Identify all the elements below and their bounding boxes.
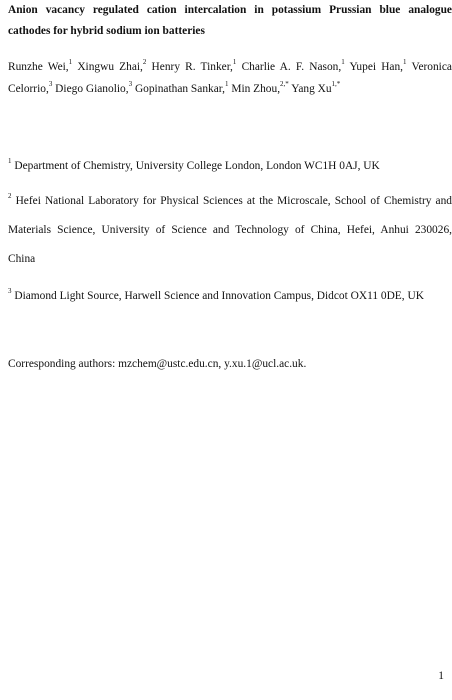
author-name: Gopinathan Sankar, (134, 83, 225, 95)
affiliation-mark: 3 (8, 287, 12, 296)
affiliation-mark: 1 (8, 157, 12, 166)
affiliation-line: Materials Science, University of Science and Technology of China, Hefei, Anhui 230026, (8, 224, 452, 236)
author-name: Xingwu Zhai, (77, 61, 143, 73)
title-line-1: Anion vacancy regulated cation intercalation in potassium Prussian blue analogue (8, 4, 452, 16)
affiliation-line (8, 282, 452, 311)
page-number: 1 (438, 670, 444, 682)
affiliation-2 (8, 187, 452, 274)
author-list (8, 56, 452, 100)
author-affiliation-mark: 1 (341, 58, 345, 67)
author-affiliation-mark: 2,* (280, 80, 289, 89)
affiliation-line (8, 152, 452, 181)
author-affiliation-mark: 1 (224, 80, 229, 89)
author-affiliation-mark: 1 (68, 58, 73, 67)
author-affiliation-mark: 2 (142, 58, 147, 67)
author-name: Runzhe Wei, (8, 61, 69, 73)
affiliation-line: China (8, 253, 36, 265)
author-name-part: Celorrio, (8, 83, 49, 95)
author-affiliation-mark: 3 (48, 80, 53, 89)
author-line-2 (8, 78, 452, 100)
author-name: Min Zhou, (231, 83, 281, 95)
author-name: Diego Gianolio, (55, 83, 129, 95)
author-name-part: Veronica (411, 61, 452, 73)
affiliation-text: Diamond Light Source, Harwell Science and Innovation Campus, Didcot OX11 0DE, UK (14, 290, 424, 302)
author-line-1 (8, 56, 452, 78)
affiliation-text: Hefei National Laboratory for Physical Sciences at the Microscale, School of Chemistry and (15, 195, 452, 207)
affiliation-3 (8, 282, 452, 311)
corresponding-authors: Corresponding authors: mzchem@ustc.edu.cn, y.xu.1@ucl.ac.uk. (8, 358, 307, 370)
paper-title (8, 0, 452, 42)
author-name: Yang Xu (291, 83, 332, 95)
author-affiliation-mark: 1,* (331, 80, 341, 89)
author-affiliation-mark: 1 (232, 58, 237, 67)
affiliation-text: Department of Chemistry, University College London, London WC1H 0AJ, UK (14, 160, 380, 172)
affiliation-line (8, 187, 452, 216)
affiliation-mark: 2 (8, 192, 12, 201)
author-affiliation-mark: 3 (128, 80, 133, 89)
author-name: Henry R. Tinker, (151, 61, 233, 73)
title-line-2: cathodes for hybrid sodium ion batteries (8, 25, 205, 37)
author-name: Yupei Han, (349, 61, 404, 73)
affiliation-1 (8, 152, 452, 181)
author-affiliation-mark: 1 (403, 58, 407, 67)
author-name: Charlie A. F. Nason, (241, 61, 342, 73)
